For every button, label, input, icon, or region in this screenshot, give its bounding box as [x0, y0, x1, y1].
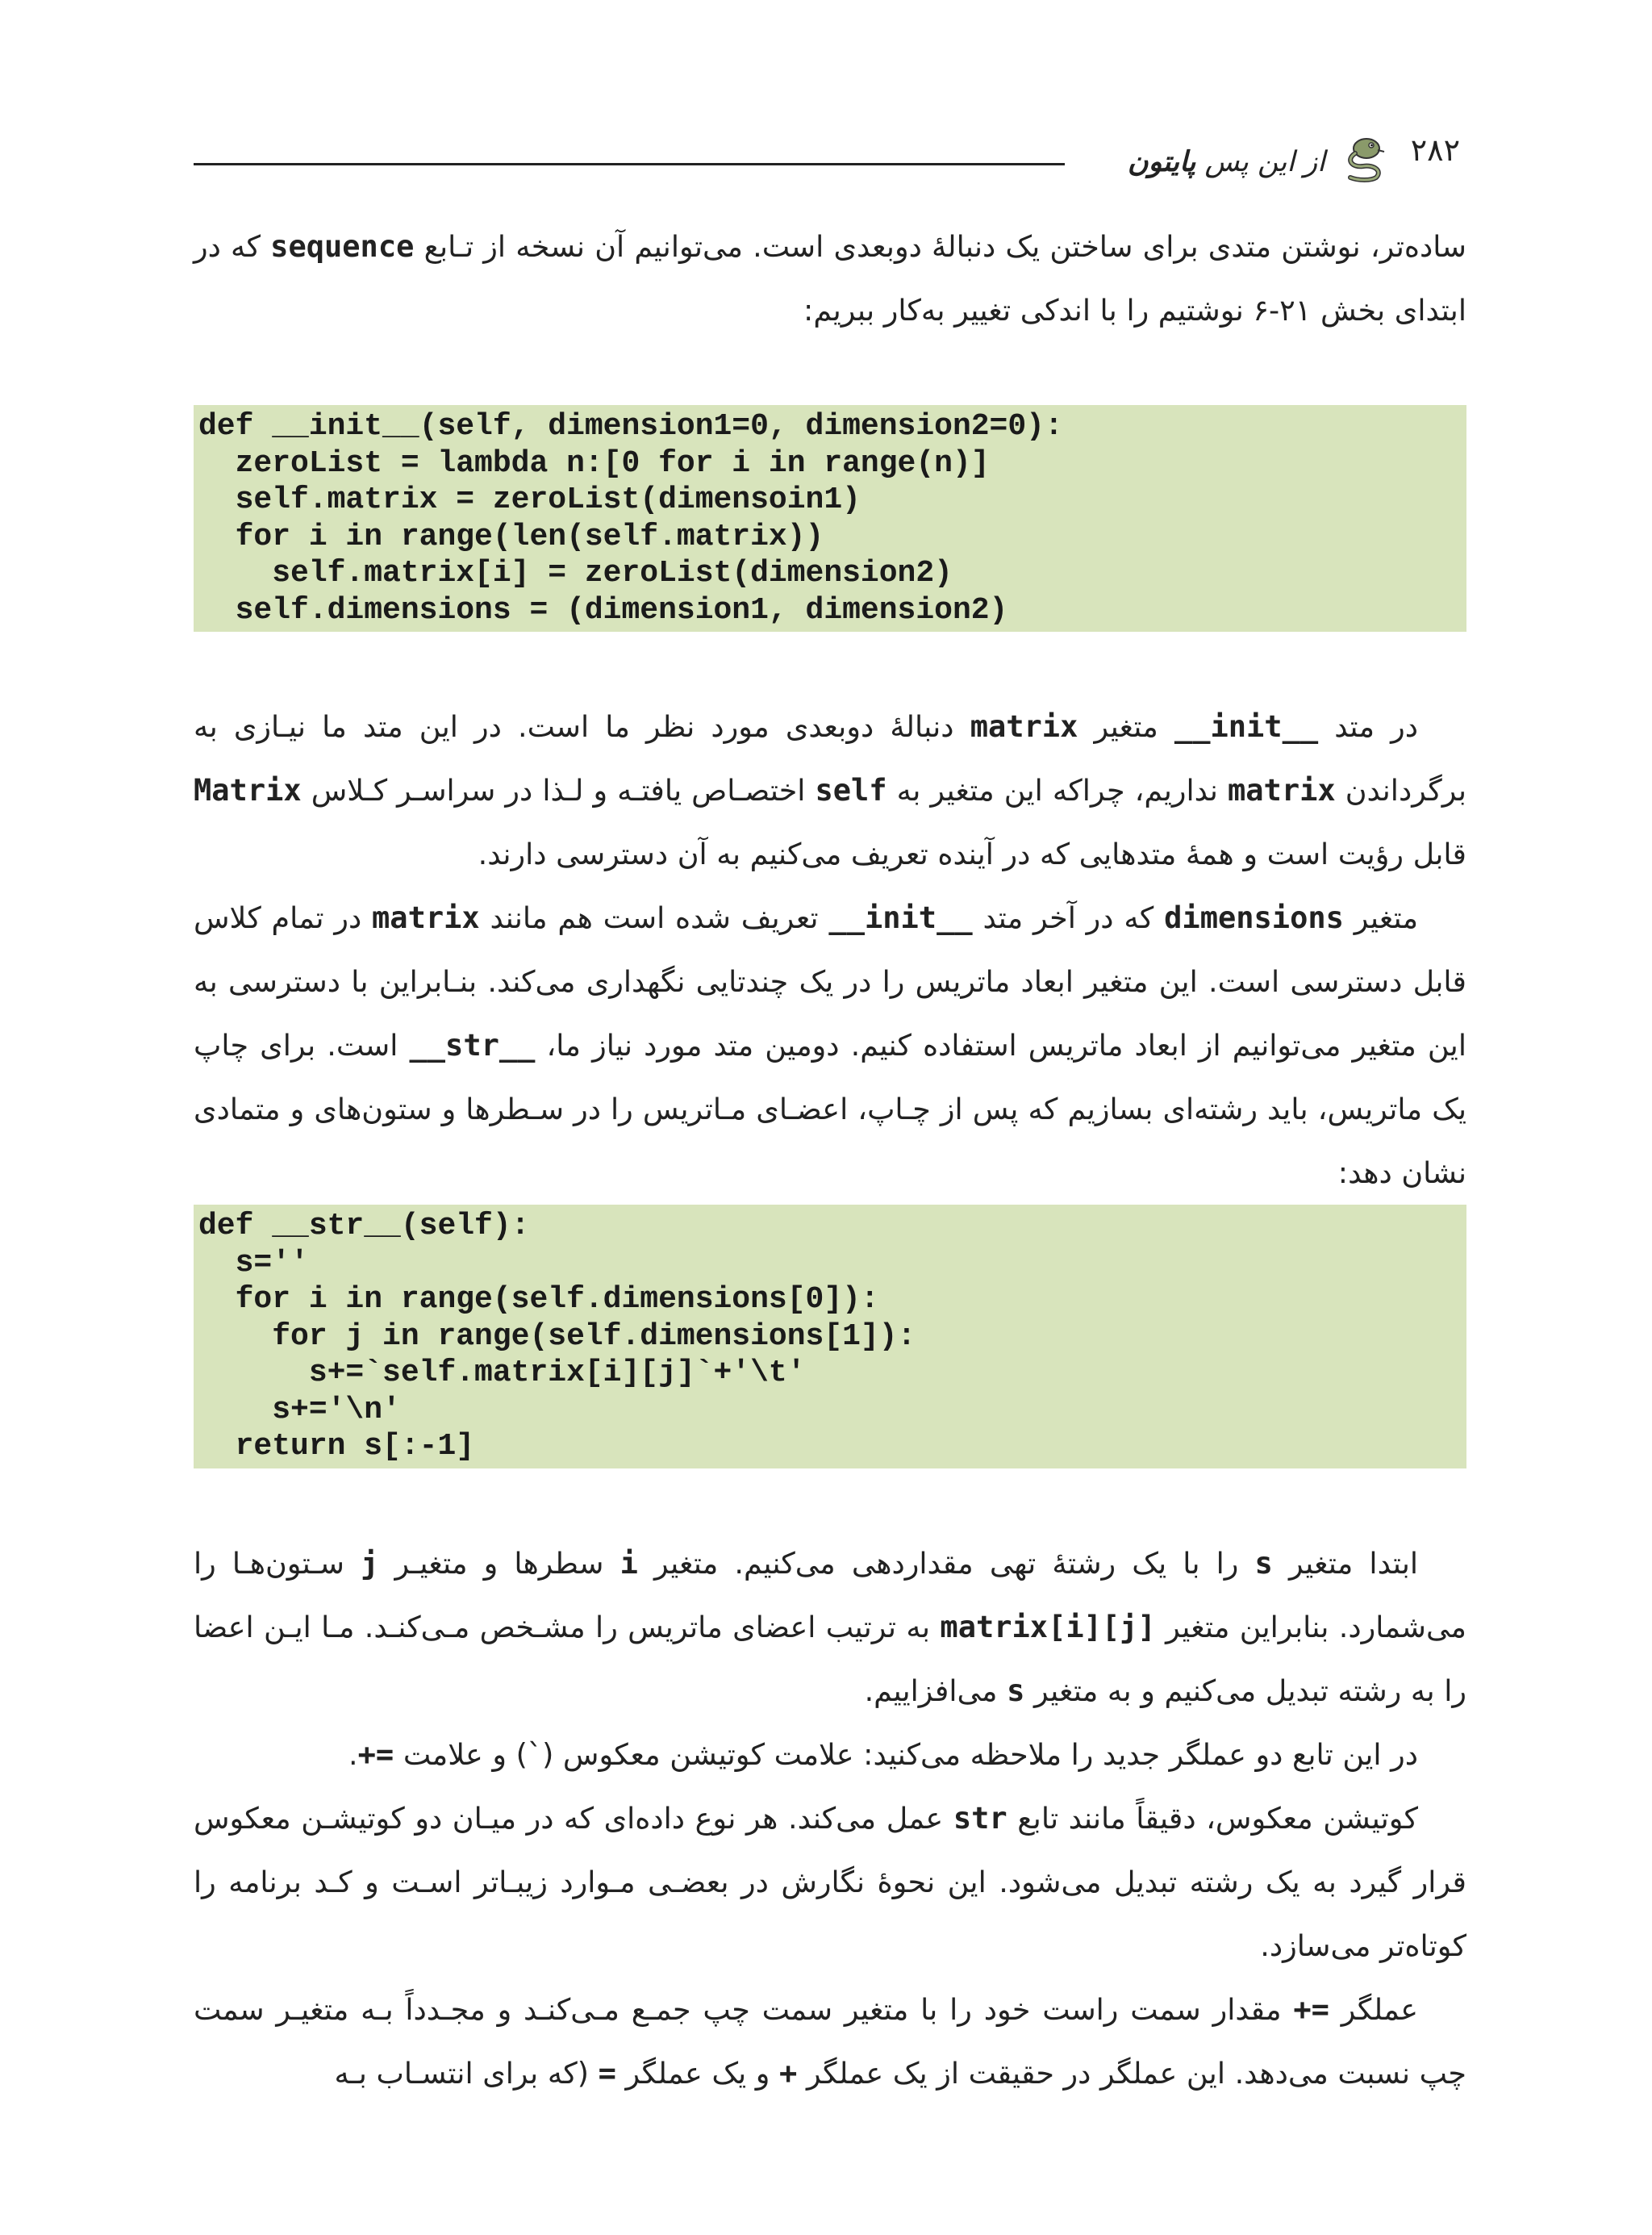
inline-code: __str__: [409, 1028, 536, 1063]
code-line: for i in range(len(self.matrix)): [198, 519, 824, 554]
inline-code: s: [1007, 1673, 1025, 1708]
code-line: for i in range(self.dimensions[0]):: [198, 1282, 879, 1317]
paragraph-7: [194, 1978, 1466, 2105]
code-line: self.dimensions = (dimension1, dimension2): [198, 592, 1008, 628]
inline-code: Matrix: [194, 773, 302, 808]
inline-code: =: [598, 2055, 616, 2091]
text: متغیر: [1354, 900, 1419, 935]
text: مقدار سمت راست خود را با متغیر سمت چپ جمـع مـی‌کنـد و مجـدداً بـه متغیـر سمت چپ نسبت می‌دهد. این عملگر در حقیقت از یک عملگر: [194, 1991, 1466, 2091]
text: و یک عملگر: [625, 2055, 770, 2091]
text: نداریم، چراکه این متغیر به: [896, 773, 1218, 808]
code-line: self.matrix[i] = zeroList(dimension2): [198, 556, 953, 591]
inline-code: +=: [357, 1736, 394, 1772]
inline-code: self: [815, 773, 887, 808]
code-block-str: [194, 1205, 1466, 1468]
text: قابل رؤیت است و همهٔ متدهایی که در آینده تعریف می‌کنیم به آن دسترسی دارند.: [478, 837, 1466, 871]
book-title-prefix: از این پس: [1204, 146, 1325, 178]
page-number: ۲۸۲: [1410, 132, 1460, 168]
code-line: s='': [198, 1245, 309, 1280]
text: .: [348, 1736, 358, 1772]
inline-code: str: [953, 1800, 1007, 1836]
inline-code: +: [779, 2055, 798, 2091]
inline-code: matrix: [1228, 773, 1336, 808]
inline-code: +=: [1293, 1991, 1329, 2027]
inline-code: matrix[i][j]: [940, 1609, 1156, 1644]
text: در این تابع دو عملگر جدید را ملاحظه می‌کنید: علامت کوتیشن معکوس (`) و علامت: [403, 1736, 1418, 1772]
code-line: s+='\n': [198, 1392, 401, 1427]
paragraph-1: [194, 215, 1466, 342]
text: که در ابتدای بخش ۲۱-۶ نوشتیم را با اندکی تغییر به‌کار ببریم:: [194, 229, 1466, 328]
text: متغیر: [1094, 709, 1158, 744]
text: سـتون‌هـا را می‌شمارد. بنابراین متغیر: [194, 1545, 1466, 1644]
text: ابتدا متغیر: [1288, 1545, 1419, 1581]
text: در تمام کلاس قابل دسترسی است. این متغیر ابعاد ماتریس را در یک چندتایی نگهداری می‌کند. بنـابراین با دسترسی به این متغیر می‌توانیم از ابعاد ماتریس استفاده کنیم. دومین متد مورد نیاز ما،: [194, 900, 1466, 1063]
text: (که برای انتسـاب بـه: [334, 2055, 590, 2091]
inline-code: j: [361, 1545, 379, 1581]
code-line: for j in range(self.dimensions[1]):: [198, 1318, 916, 1354]
snake-logo-icon: [1341, 132, 1389, 182]
header-rule: [194, 163, 1065, 165]
text: به ترتیب اعضای ماتریس را مشـخص مـی‌کنـد. مـا ایـن اعضا را به رشته تبدیل می‌کنیم و به متغیر: [194, 1609, 1466, 1708]
text: کوتیشن معکوس، دقیقاً مانند تابع: [1017, 1800, 1418, 1836]
inline-code: matrix: [970, 709, 1078, 744]
text: می‌افزاییم.: [864, 1673, 998, 1708]
text: ساده‌تر، نوشتن متدی برای ساختن یک دنبالهٔ دوبعدی است. می‌توانیم آن نسخه از تـابع: [423, 229, 1466, 264]
inline-code: matrix: [372, 900, 480, 935]
inline-code: s: [1254, 1545, 1273, 1581]
text: را با یک رشتهٔ تهی مقداردهی می‌کنیم. متغیر: [653, 1545, 1239, 1581]
inline-code: __init__: [828, 900, 973, 935]
text: اختصـاص یافتـه و لـذا در سراسـر کـلاس: [311, 773, 806, 808]
text: که در آخر متد: [982, 900, 1154, 935]
inline-code: i: [620, 1545, 638, 1581]
code-line: return s[:-1]: [198, 1429, 475, 1464]
code-line: self.matrix = zeroList(dimensoin1): [198, 483, 861, 517]
paragraph-3: [194, 886, 1466, 1205]
code-line: def __init__(self, dimension1=0, dimension2=0):: [198, 409, 1063, 444]
paragraph-4: [194, 1531, 1466, 1723]
text: در متد: [1334, 709, 1418, 744]
paragraph-2: [194, 695, 1466, 886]
text: عمل می‌کند. هر نوع داده‌ای که در میـان دو کوتیشـن معکوس قرار گیرد به یک رشته تبدیل می‌شود. این نحوهٔ نگارش در بعضـی مـوارد زیبـاتر اسـت و کـد برنامه را کوتاه‌تر می‌سازد.: [194, 1800, 1466, 1963]
page-content: [194, 215, 1466, 2105]
text: دنبالهٔ دوبعدی مورد نظر ما است. در این متد ما نیـازی به برگرداندن: [194, 709, 1467, 808]
code-line: def __str__(self):: [198, 1209, 530, 1243]
book-title: [1128, 132, 1389, 182]
code-line: zeroList = lambda n:[0 for i in range(n)]: [198, 445, 990, 481]
paragraph-5: [194, 1723, 1466, 1786]
text: عملگر: [1341, 1991, 1419, 2027]
text: سطرها و متغیـر: [394, 1545, 604, 1581]
page-header: [194, 121, 1460, 178]
text: تعریف شده است هم مانند: [490, 900, 819, 935]
code-line: s+=`self.matrix[i][j]`+'\t': [198, 1356, 806, 1390]
inline-code: dimensions: [1164, 900, 1344, 935]
book-title-bold: پایتون: [1127, 146, 1196, 178]
code-block-init: [194, 405, 1466, 632]
text: است. برای چاپ یک ماتریس، باید رشته‌ای بسازیم که پس از چـاپ، اعضـای مـاتریس را در سـطرها و ستون‌های و متمادی نشان دهد:: [194, 1028, 1466, 1190]
paragraph-6: [194, 1786, 1466, 1978]
inline-code: sequence: [270, 229, 415, 264]
inline-code: __init__: [1174, 709, 1319, 744]
